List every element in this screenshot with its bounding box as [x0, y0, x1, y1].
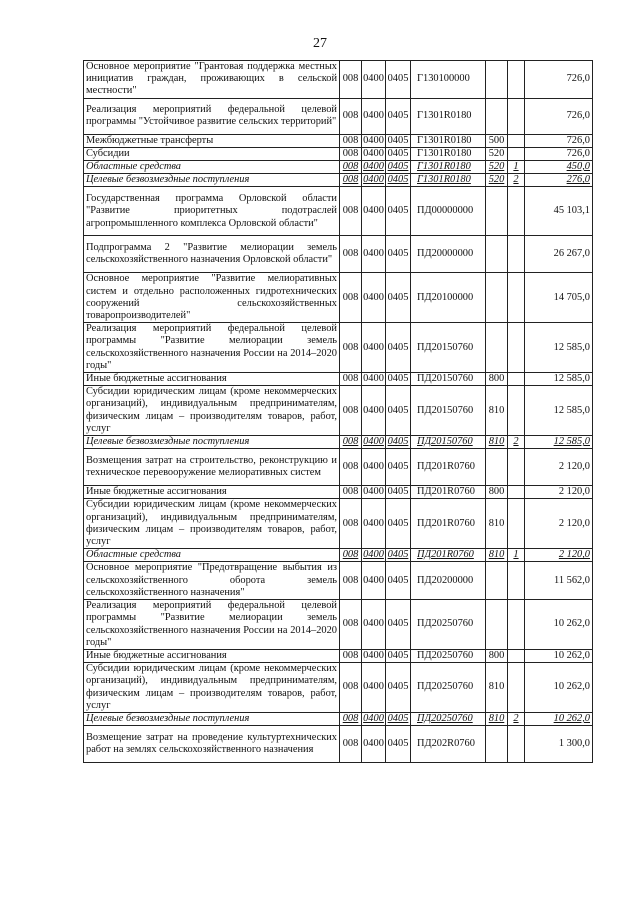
cell-section: 0400: [362, 187, 386, 236]
cell-expense-type: 810: [486, 549, 508, 562]
cell-name: Целевые безвозмездные поступления: [84, 436, 340, 449]
cell-amount: 1 300,0: [525, 726, 593, 763]
cell-subsection: 0405: [386, 147, 411, 160]
cell-amount: 726,0: [525, 61, 593, 99]
cell-expense-type: 500: [486, 134, 508, 147]
cell-source: [508, 386, 525, 436]
cell-section: 0400: [363, 486, 384, 498]
cell-source: 2: [508, 436, 525, 449]
cell-section: 0400: [363, 373, 384, 385]
cell-name: Иные бюджетные ассигнования: [84, 486, 340, 499]
cell-source: [508, 134, 525, 147]
table-row: [84, 449, 593, 486]
cell-source: [508, 499, 525, 549]
cell-target-code: ПД20000000: [411, 236, 486, 273]
cell-section: 0400: [362, 499, 386, 549]
cell-name: Целевые безвозмездные поступления: [84, 174, 340, 187]
cell-name: Подпрограмма 2 "Развитие мелиорации земель сельскохозяйственного назначения Орловской области": [84, 236, 340, 273]
cell-expense-type: [486, 273, 508, 323]
cell-name: Субсидии: [84, 147, 340, 160]
cell-ministry: 008: [340, 373, 362, 386]
cell-section: 0400: [362, 449, 386, 486]
cell-name: Реализация мероприятий федеральной целевой программы "Устойчивое развитие сельских территорий": [84, 98, 340, 134]
cell-section: 0400: [363, 147, 384, 159]
cell-target-code: ПД201R0760: [411, 549, 486, 562]
cell-source: 2: [508, 712, 525, 725]
cell-target-code: Г1301R0180: [411, 134, 486, 147]
cell-ministry: 008: [340, 449, 362, 486]
cell-ministry: 008: [340, 134, 362, 147]
cell-subsection: 0405: [386, 449, 411, 486]
cell-target-code: Г130100000: [411, 61, 486, 99]
cell-source: [508, 449, 525, 486]
cell-ministry: 008: [340, 562, 362, 600]
cell-expense-type: [486, 61, 508, 99]
cell-section: 0400: [362, 562, 386, 600]
cell-subsection: 0405: [386, 134, 411, 147]
cell-ministry: 008: [340, 386, 362, 436]
cell-target-code: ПД20150760: [411, 386, 486, 436]
cell-target-code: ПД201R0760: [411, 499, 486, 549]
page-number: 27: [313, 36, 327, 51]
cell-ministry: 008: [340, 174, 362, 187]
cell-ministry: 008: [340, 712, 362, 725]
cell-section: 0400: [362, 273, 386, 323]
table-row: [84, 712, 593, 725]
cell-subsection: 0405: [386, 386, 411, 436]
table-row: [84, 323, 593, 373]
cell-expense-type: 810: [486, 663, 508, 713]
cell-expense-type: [486, 726, 508, 763]
cell-name: Межбюджетные трансферты: [84, 134, 340, 147]
cell-name: Иные бюджетные ассигнования: [84, 649, 340, 662]
table-row: [84, 562, 593, 600]
cell-section: 0400: [363, 712, 384, 724]
cell-subsection: 0405: [386, 712, 411, 725]
cell-amount: 726,0: [525, 134, 593, 147]
cell-amount: 12 585,0: [525, 386, 593, 436]
cell-subsection: 0405: [386, 436, 411, 449]
cell-source: [508, 562, 525, 600]
cell-section: 0400: [363, 549, 384, 561]
cell-subsection: 0405: [386, 61, 411, 99]
cell-amount: 726,0: [525, 98, 593, 134]
cell-amount: 10 262,0: [525, 600, 593, 650]
cell-source: [508, 373, 525, 386]
cell-name: Основное мероприятие "Предотвращение выбытия из сельскохозяйственного оборота земель сельскохозяйственного назначения": [84, 562, 340, 600]
cell-amount: 2 120,0: [525, 486, 593, 499]
cell-amount: 276,0: [525, 174, 593, 187]
table-row: [84, 386, 593, 436]
cell-expense-type: [486, 323, 508, 373]
cell-ministry: 008: [340, 663, 362, 713]
cell-section: 0400: [362, 323, 386, 373]
cell-source: [508, 273, 525, 323]
cell-ministry: 008: [340, 236, 362, 273]
cell-section: 0400: [362, 98, 386, 134]
cell-name: Государственная программа Орловской области "Развитие приоритетных подотраслей агропромышленного комплекса Орловской области": [84, 187, 340, 236]
budget-table-body: [84, 61, 593, 763]
cell-subsection: 0405: [386, 323, 411, 373]
cell-name: Иные бюджетные ассигнования: [84, 373, 340, 386]
table-row: [84, 134, 593, 147]
cell-expense-type: 810: [486, 712, 508, 725]
cell-expense-type: 520: [486, 174, 508, 187]
cell-source: [508, 147, 525, 160]
cell-subsection: 0405: [386, 600, 411, 650]
cell-ministry: 008: [340, 98, 362, 134]
table-row: [84, 273, 593, 323]
cell-section: 0400: [362, 726, 386, 763]
budget-table: [83, 60, 593, 763]
cell-subsection: 0405: [386, 98, 411, 134]
cell-target-code: ПД20100000: [411, 273, 486, 323]
cell-expense-type: 810: [486, 436, 508, 449]
cell-amount: 726,0: [525, 147, 593, 160]
cell-ministry: 008: [340, 549, 362, 562]
cell-source: [508, 663, 525, 713]
table-row: [84, 187, 593, 236]
cell-name: Основное мероприятие "Развитие мелиоративных систем и отдельно расположенных гидротехнических сооружений сельскохозяйственных товаропроизводителей": [84, 273, 340, 323]
cell-section: 0400: [362, 61, 386, 99]
table-row: [84, 600, 593, 650]
table-row: [84, 236, 593, 273]
cell-target-code: ПД20150760: [411, 373, 486, 386]
cell-target-code: ПД201R0760: [411, 449, 486, 486]
cell-ministry: 008: [340, 600, 362, 650]
cell-expense-type: [486, 449, 508, 486]
cell-target-code: ПД20250760: [411, 649, 486, 662]
cell-section: 0400: [363, 436, 384, 448]
cell-subsection: 0405: [386, 649, 411, 662]
cell-expense-type: [486, 600, 508, 650]
cell-section: 0400: [362, 600, 386, 650]
cell-name: Реализация мероприятий федеральной целевой программы "Развитие мелиорации земель сельскохозяйственного назначения России на 2014–2020 годы": [84, 600, 340, 650]
cell-expense-type: 810: [486, 386, 508, 436]
cell-section: 0400: [363, 161, 384, 173]
cell-target-code: ПД20250760: [411, 663, 486, 713]
cell-name: Областные средства: [84, 161, 340, 174]
cell-amount: 26 267,0: [525, 236, 593, 273]
cell-source: [508, 649, 525, 662]
table-row: [84, 486, 593, 499]
cell-subsection: 0405: [386, 562, 411, 600]
cell-section: 0400: [362, 236, 386, 273]
table-row: [84, 61, 593, 99]
cell-amount: 11 562,0: [525, 562, 593, 600]
cell-amount: 450,0: [525, 161, 593, 174]
table-row: [84, 663, 593, 713]
cell-ministry: 008: [340, 499, 362, 549]
cell-target-code: ПД201R0760: [411, 486, 486, 499]
cell-target-code: Г1301R0180: [411, 174, 486, 187]
cell-ministry: 008: [340, 649, 362, 662]
cell-subsection: 0405: [386, 174, 411, 187]
cell-amount: 2 120,0: [525, 549, 593, 562]
table-row: [84, 649, 593, 662]
cell-name: Областные средства: [84, 549, 340, 562]
cell-section: 0400: [363, 174, 384, 186]
cell-ministry: 008: [340, 273, 362, 323]
cell-source: [508, 98, 525, 134]
cell-target-code: Г1301R0180: [411, 147, 486, 160]
cell-target-code: ПД20250760: [411, 712, 486, 725]
cell-ministry: 008: [340, 486, 362, 499]
cell-name: Возмещение затрат на проведение культуртехнических работ на землях сельскохозяйственного назначения: [84, 726, 340, 763]
table-row: [84, 161, 593, 174]
cell-target-code: ПД20150760: [411, 436, 486, 449]
cell-section: 0400: [362, 386, 386, 436]
cell-name: Реализация мероприятий федеральной целевой программы "Развитие мелиорации земель сельскохозяйственного назначения России на 2014–2020 годы": [84, 323, 340, 373]
cell-subsection: 0405: [386, 726, 411, 763]
cell-ministry: 008: [340, 187, 362, 236]
cell-ministry: 008: [340, 147, 362, 160]
cell-amount: 12 585,0: [525, 436, 593, 449]
cell-expense-type: 520: [486, 147, 508, 160]
cell-expense-type: [486, 98, 508, 134]
cell-section: 0400: [363, 649, 384, 661]
cell-target-code: ПД20150760: [411, 323, 486, 373]
table-row: [84, 373, 593, 386]
table-row: [84, 549, 593, 562]
cell-name: Субсидии юридическим лицам (кроме некоммерческих организаций), индивидуальным предпринимателям, физическим лицам – производителям товаров, работ, услуг: [84, 663, 340, 713]
cell-ministry: 008: [340, 436, 362, 449]
cell-target-code: ПД00000000: [411, 187, 486, 236]
cell-ministry: 008: [340, 323, 362, 373]
cell-source: 1: [508, 161, 525, 174]
cell-source: [508, 486, 525, 499]
cell-source: [508, 187, 525, 236]
cell-source: 1: [508, 549, 525, 562]
cell-target-code: ПД202R0760: [411, 726, 486, 763]
cell-expense-type: [486, 236, 508, 273]
cell-name: Основное мероприятие "Грантовая поддержка местных инициатив граждан, проживающих в сельской местности": [84, 61, 340, 99]
cell-expense-type: [486, 562, 508, 600]
cell-subsection: 0405: [386, 486, 411, 499]
cell-expense-type: 520: [486, 161, 508, 174]
cell-section: 0400: [362, 663, 386, 713]
cell-section: 0400: [363, 134, 384, 146]
cell-source: [508, 726, 525, 763]
cell-amount: 14 705,0: [525, 273, 593, 323]
cell-subsection: 0405: [386, 663, 411, 713]
cell-amount: 10 262,0: [525, 649, 593, 662]
cell-target-code: ПД20200000: [411, 562, 486, 600]
cell-name: Целевые безвозмездные поступления: [84, 712, 340, 725]
cell-subsection: 0405: [386, 373, 411, 386]
table-row: [84, 147, 593, 160]
cell-source: [508, 323, 525, 373]
table-row: [84, 436, 593, 449]
cell-subsection: 0405: [386, 499, 411, 549]
cell-amount: 12 585,0: [525, 373, 593, 386]
cell-source: 2: [508, 174, 525, 187]
cell-target-code: Г1301R0180: [411, 161, 486, 174]
cell-source: [508, 600, 525, 650]
cell-subsection: 0405: [386, 187, 411, 236]
cell-amount: 10 262,0: [525, 663, 593, 713]
cell-subsection: 0405: [386, 549, 411, 562]
cell-ministry: 008: [340, 161, 362, 174]
cell-source: [508, 61, 525, 99]
table-row: [84, 499, 593, 549]
cell-name: Субсидии юридическим лицам (кроме некоммерческих организаций), индивидуальным предпринимателям, физическим лицам – производителям товаров, работ, услуг: [84, 499, 340, 549]
cell-amount: 12 585,0: [525, 323, 593, 373]
cell-amount: 2 120,0: [525, 449, 593, 486]
cell-subsection: 0405: [386, 236, 411, 273]
cell-name: Возмещения затрат на строительство, реконструкцию и техническое перевооружение мелиоративных систем: [84, 449, 340, 486]
cell-expense-type: 800: [486, 486, 508, 499]
cell-amount: 2 120,0: [525, 499, 593, 549]
cell-target-code: ПД20250760: [411, 600, 486, 650]
cell-target-code: Г1301R0180: [411, 98, 486, 134]
table-row: [84, 726, 593, 763]
cell-subsection: 0405: [386, 161, 411, 174]
cell-expense-type: 800: [486, 373, 508, 386]
cell-ministry: 008: [340, 726, 362, 763]
cell-amount: 45 103,1: [525, 187, 593, 236]
cell-ministry: 008: [340, 61, 362, 99]
cell-subsection: 0405: [386, 273, 411, 323]
table-row: [84, 98, 593, 134]
cell-name: Субсидии юридическим лицам (кроме некоммерческих организаций), индивидуальным предпринимателям, физическим лицам – производителям товаров, работ, услуг: [84, 386, 340, 436]
cell-expense-type: 800: [486, 649, 508, 662]
cell-source: [508, 236, 525, 273]
table-row: [84, 174, 593, 187]
cell-expense-type: [486, 187, 508, 236]
cell-expense-type: 810: [486, 499, 508, 549]
cell-amount: 10 262,0: [525, 712, 593, 725]
